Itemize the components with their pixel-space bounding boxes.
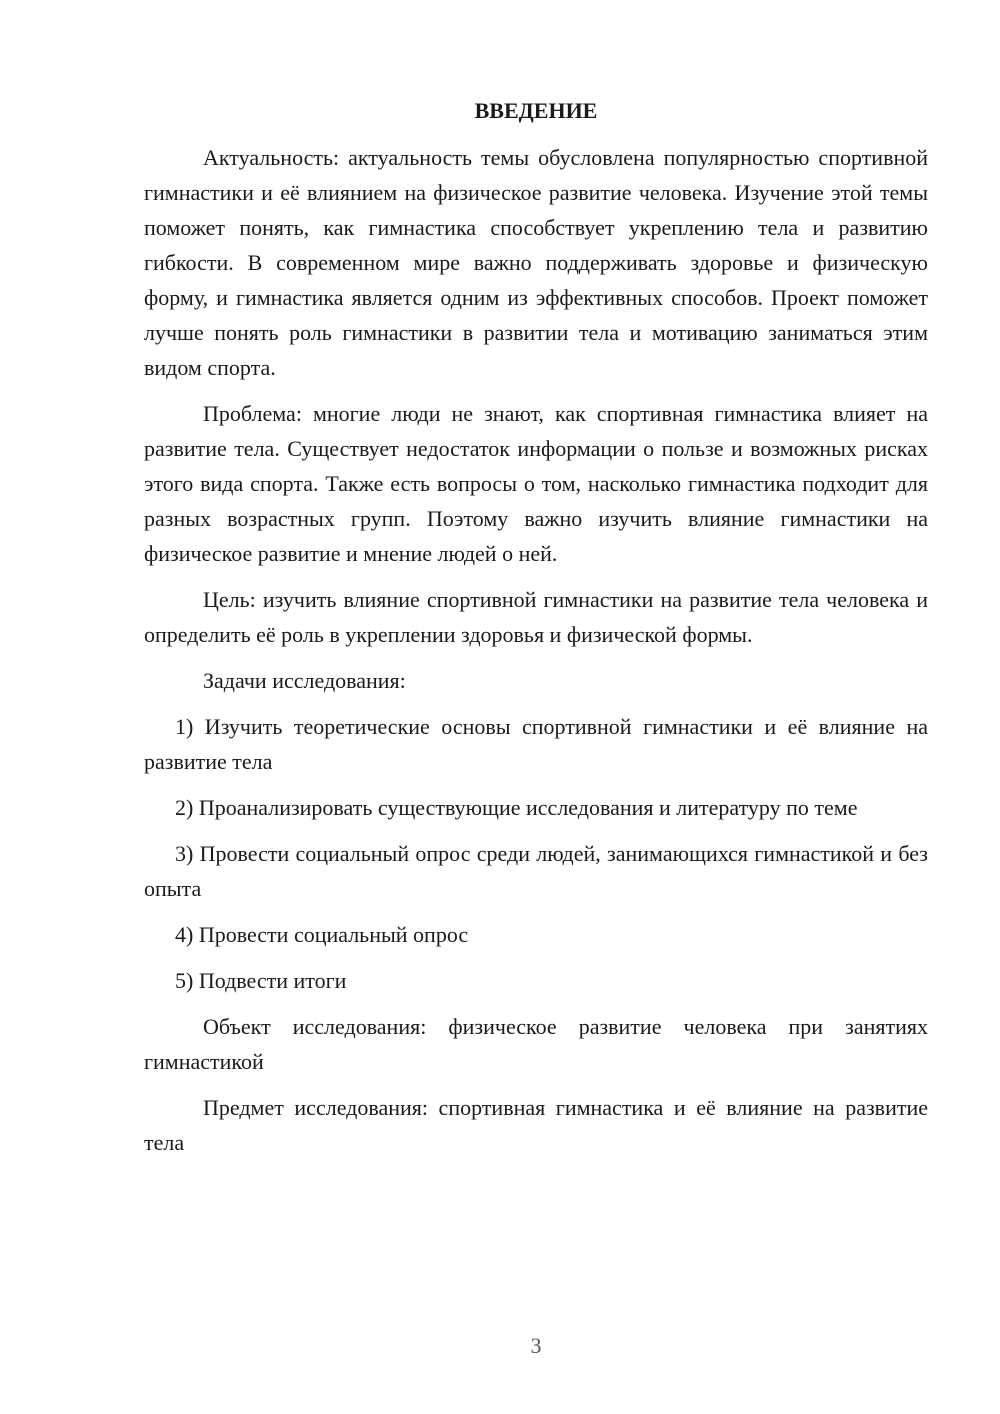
- goal-paragraph: Цель: изучить влияние спортивной гимнастики на развитие тела человека и определить её роль в укреплении здоровья и физической формы.: [144, 587, 928, 647]
- relevance-paragraph: Актуальность: актуальность темы обусловлена популярностью спортивной гимнастики и её влиянием на физическое развитие человека. Изучение этой темы поможет понять, как гимнастика способствует укреплению тела и развитию гибкости. В современном мире важно поддерживать здоровье и физическую форму, и гимнастика является одним из эффективных способов. Проект поможет лучше понять роль гимнастики в развитии тела и мотивацию заниматься этим видом спорта.: [144, 145, 928, 380]
- page-number: 3: [530, 1333, 542, 1358]
- task-item: 3) Провести социальный опрос среди людей, занимающихся гимнастикой и без опыта: [144, 841, 928, 901]
- task-item: 4) Провести социальный опрос: [175, 922, 469, 947]
- problem-paragraph: Проблема: многие люди не знают, как спортивная гимнастика влияет на развитие тела. Существует недостаток информации о пользе и возможных рисках этого вида спорта. Также есть вопросы о том, насколько гимнастика подходит для разных возрастных групп. Поэтому важно изучить влияние гимнастики на физическое развитие и мнение людей о ней.: [144, 401, 928, 566]
- section-heading: ВВЕДЕНИЕ: [474, 98, 598, 123]
- task-item: 2) Проанализировать существующие исследования и литературу по теме: [175, 795, 858, 820]
- page-content: [144, 93, 928, 1171]
- tasks-title: Задачи исследования:: [203, 668, 406, 693]
- object-paragraph: Объект исследования: физическое развитие человека при занятиях гимнастикой: [144, 1014, 928, 1074]
- task-item: 1) Изучить теоретические основы спортивной гимнастики и её влияние на развитие тела: [144, 714, 928, 774]
- task-item: 5) Подвести итоги: [175, 968, 347, 993]
- subject-paragraph: Предмет исследования: спортивная гимнастика и её влияние на развитие тела: [144, 1095, 928, 1155]
